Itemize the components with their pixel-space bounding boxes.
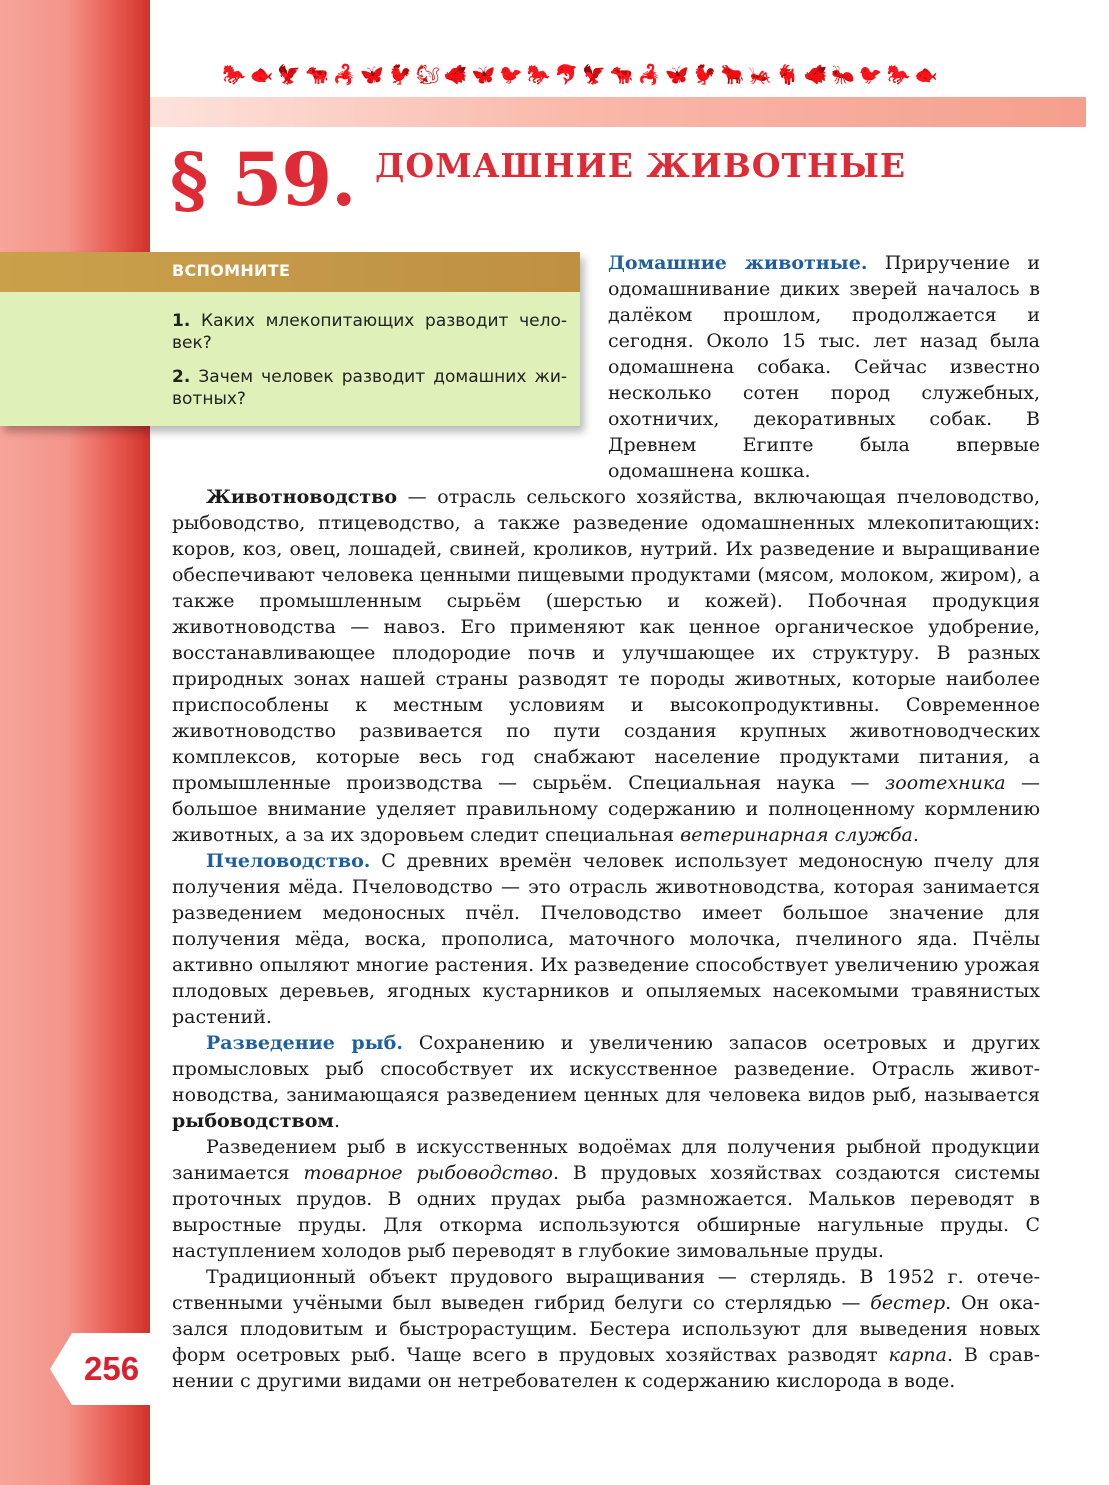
livestock-text: — большое внимание уделяет правильному содержанию и полноценному кормлению животных, а за их здоровьем следит специальная [172,772,1040,846]
animal-silhouette-icon: 🦂 [332,64,357,86]
animal-silhouette-icon: 🐓 [692,64,717,86]
beekeeping-text: С древних времён человек использует медоносную пчелу для получения мёда. Пчеловодство — это отрасль животноводства, которая занимается разведением медоносных пчёл. Пчеловодство имеет большое значение для получения мёда, воска, прополиса, маточного молочка, пчелиного яда. Пчёлы активно опыляют многие растения. Их разведение способствует увеличению урожая плодовых деревьев, ягодных кустарников и опыляемых насекомыми травянистых растений. [172,850,1040,1028]
question-number: 1. [172,311,191,331]
animal-silhouette-icon: 🐄 [609,64,634,86]
livestock-text: . [912,824,919,846]
sterlet-text: . В сравнении с другими видами он нетребователен к содержанию кислорода в воде. [172,1344,1040,1392]
beekeeping-heading: Пчеловодство. [206,850,371,872]
section-title: ДОМАШНИЕ ЖИВОТНЫЕ [375,146,906,185]
section-number: § 59. [170,137,356,223]
animal-silhouette-icon: 🦅 [277,64,302,86]
fish-text: . [333,1110,340,1132]
animal-silhouette-icon: 🐄 [305,64,329,86]
recall-question [172,366,567,410]
livestock-term: Животноводство [206,486,398,508]
animal-silhouette-icon: 🐦 [499,64,523,86]
page-number: 256 [84,1350,140,1387]
intro-text: Приручение и одомашнивание диких зверей началось в далёком прошлом, продолжается и сегодня. Около 15 тыс. лет назад была одомашнена собака. Сейчас известно несколько сотен пород служебных, охотничих, декоративных собак. В Древнем Египте была впервые одомашнена кошка. [608,252,1040,482]
veterinary-term: ветеринарная служба [680,824,913,846]
recall-question [172,310,567,354]
recall-box [0,252,580,426]
animal-silhouette-icon: 🐿 [415,64,440,86]
intro-paragraph [608,250,1040,484]
animal-silhouette-icon: 🦅 [582,64,606,86]
main-text [172,484,1040,1394]
fish-farming-term: рыбоводством [172,1110,334,1132]
animal-silhouette-icon: 🦋 [360,64,385,86]
fish-heading: Разведение рыб. [206,1032,403,1054]
intro-heading: Домашние животные. [608,252,868,274]
animal-silhouette-icon: 🐗 [443,64,468,86]
zootechnics-term: зоотехника [884,772,1006,794]
commercial-text: . В прудовых хозяйствах создаются системы проточных прудов. В одних прудах рыба размножается. Мальков переводят в выростные пруды. Для откорма используются обширные нагульные пруды. С наступлением холодов рыб переводят в глубокие зимовальные пруды. [172,1162,1041,1262]
animal-silhouette-icon: 🐎 [526,64,551,86]
carp-term: карпа [888,1344,947,1366]
animal-silhouette-icon: 🐗 [803,64,828,86]
left-margin-band [0,0,150,1485]
animal-silhouette-icon: 🐐 [775,64,800,86]
question-text: Каких млекопитающих разводит человек? [172,311,568,353]
bester-term: бестер [870,1292,946,1314]
animal-silhouette-icon: 🐟 [249,64,274,86]
animal-silhouette-icon: 🐟 [914,64,938,86]
animal-silhouette-icon: 🦋 [471,64,496,86]
animal-silhouette-icon: 🐎 [886,64,911,86]
fish-text: Сохранению и увеличению запасов осетровых и других промысловых рыб способствует их искусственное разведение. Отрасль животноводства, занимающаяся разведением ценных для человека видов рыб, называется [172,1032,1040,1106]
animal-silhouette-icon: 🐓 [388,64,412,86]
sterlet-text: Традиционный объект прудового выращивания — стерлядь. В 1952 г. отечественными учёными был выведен гибрид белуги со стерлядью — [172,1266,1040,1314]
livestock-paragraph [172,484,1040,848]
animal-silhouette-icon: 🐜 [831,64,855,86]
recall-title: ВСПОМНИТЕ [172,261,291,280]
animal-silhouette-icon: 🐎 [222,64,246,86]
animal-silhouette-icon: 🐦 [858,64,883,86]
recall-header [0,252,580,292]
commercial-fish-term: товарное рыбоводство [303,1162,553,1184]
sterlet-text: . Он оказался плодовитым и быстрорастущим. Бестера используют для выведения новых форм осетровых рыб. Чаще всего в прудовых хозяйствах разводят [172,1292,1040,1366]
recall-questions [0,292,580,426]
livestock-text: — отрасль сельского хозяйства, включающая пчеловодство, рыбоводство, птицеводство, а также разведение одомашненных млекопитающих: коров, коз, овец, лошадей, свиней, кроликов, нутрий. Их разведение и выращивание обеспечивают человека ценными пищевыми продуктами (мясом, молоком, жиром), а также промышленным сырьём (шерстью и кожей). Побочная продукция животноводства — навоз. Его применяют как ценное органическое удобрение, восстанавливающее плодородие почв и улучшающее их структуру. В разных природных зонах нашей страны разводят те породы животных, которые наиболее приспособлены к местным условиям и высокопродуктивны. Современное животноводство развивается по пути создания крупных животноводческих комплексов, которые весь год снабжают население продуктами питания, а промышленные производства — сырьём. Специальная наука — [172,486,1040,794]
commercial-text: Разведением рыб в искусственных водоёмах для получения рыбной продукции занимается [172,1136,1040,1184]
header-band [150,97,1086,127]
fish-paragraph [172,1030,1040,1134]
beekeeping-paragraph [172,848,1040,1030]
animal-silhouettes-strip [222,62,1092,88]
animal-silhouette-icon: 🐂 [720,64,745,86]
animal-silhouette-icon: 🦋 [665,64,689,86]
commercial-fish-paragraph [172,1134,1040,1264]
question-number: 2. [172,367,191,387]
question-text: Зачем человек разводит домашних животных? [172,367,568,409]
sterlet-paragraph [172,1264,1040,1394]
animal-silhouette-icon: 🦂 [637,64,662,86]
animal-silhouette-icon: 🐬 [554,64,579,86]
animal-silhouette-icon: 🦗 [748,64,772,86]
